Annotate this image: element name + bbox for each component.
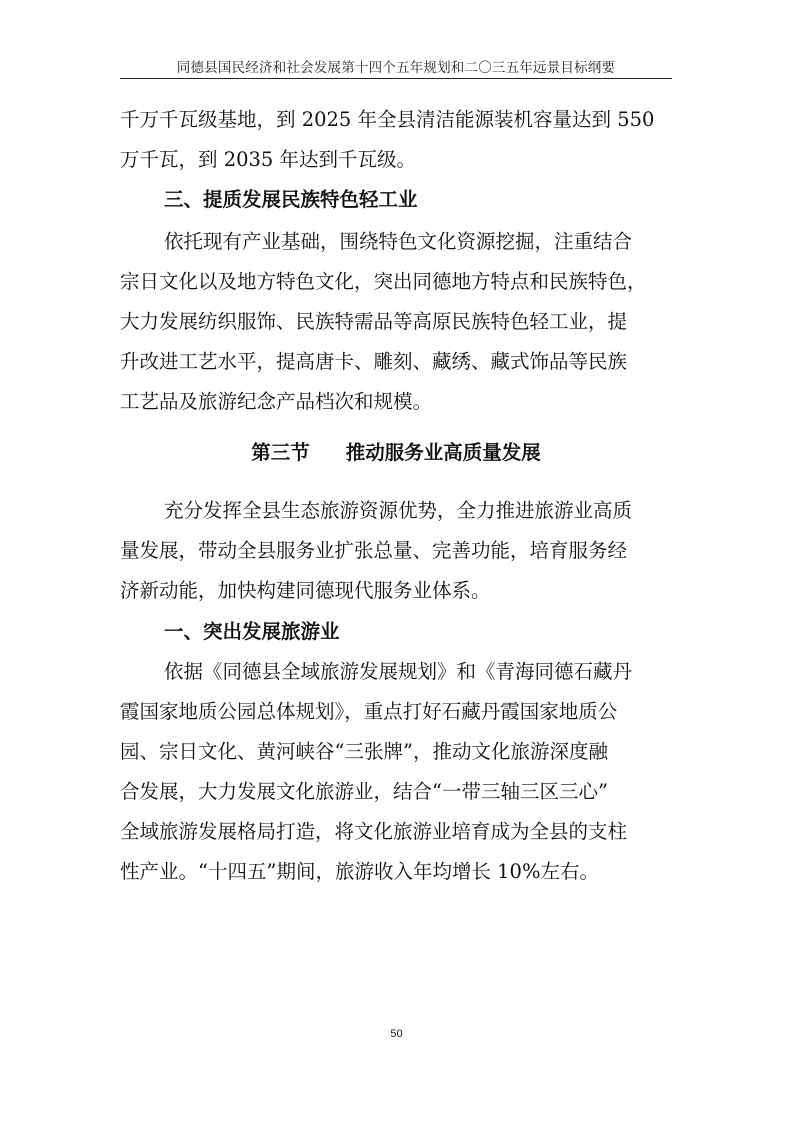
paragraph-energy-line: 千万千瓦级基地，到 2025 年全县清洁能源装机容量达到 550 xyxy=(120,108,655,131)
paragraph-services-line: 量发展，带动全县服务业扩张总量、完善功能，培育服务经 xyxy=(120,539,628,562)
paragraph-light-industry-line: 依托现有产业基础，围绕特色文化资源挖掘，注重结合 xyxy=(164,230,633,253)
paragraph-light-industry-line: 大力发展纺织服饰、民族特需品等高原民族特色轻工业，提 xyxy=(120,310,628,333)
section-title xyxy=(120,441,672,465)
header-divider xyxy=(120,78,672,79)
paragraph-tourism-line: 全域旅游发展格局打造，将文化旅游业培育成为全县的支柱 xyxy=(120,820,628,843)
paragraph-services-line: 济新动能，加快构建同德现代服务业体系。 xyxy=(120,579,491,602)
paragraph-light-industry-line: 升改进工艺水平，提高唐卡、雕刻、藏绣、藏式饰品等民族 xyxy=(120,350,628,373)
subheading-light-industry: 三、提质发展民族特色轻工业 xyxy=(164,188,418,211)
paragraph-energy-line: 万千瓦，到 2035 年达到千瓦级。 xyxy=(120,148,417,171)
section-number: 第三节 xyxy=(251,441,310,464)
paragraph-light-industry-line: 宗日文化以及地方特色文化，突出同德地方特点和民族特色， xyxy=(120,270,647,293)
paragraph-tourism-line: 依据《同德县全域旅游发展规划》和《青海同德石藏丹 xyxy=(164,660,633,683)
page-number: 50 xyxy=(390,1028,403,1040)
paragraph-tourism-line: 性产业。“十四五”期间，旅游收入年均增长 10%左右。 xyxy=(120,860,599,883)
paragraph-services-line: 充分发挥全县生态旅游资源优势，全力推进旅游业高质 xyxy=(164,499,633,522)
paragraph-tourism-line: 合发展，大力发展文化旅游业，结合“一带三轴三区三心” xyxy=(120,780,608,803)
paragraph-tourism-line: 园、宗日文化、黄河峡谷“三张牌”，推动文化旅游深度融 xyxy=(120,740,608,763)
paragraph-tourism-line: 霞国家地质公园总体规划》，重点打好石藏丹霞国家地质公 xyxy=(120,700,618,723)
subheading-tourism: 一、突出发展旅游业 xyxy=(164,620,340,643)
paragraph-light-industry-line: 工艺品及旅游纪念产品档次和规模。 xyxy=(120,390,433,413)
running-header: 同德县国民经济和社会发展第十四个五年规划和二〇三五年远景目标纲要 xyxy=(176,60,616,76)
section-title-text: 推动服务业高质量发展 xyxy=(345,441,541,464)
